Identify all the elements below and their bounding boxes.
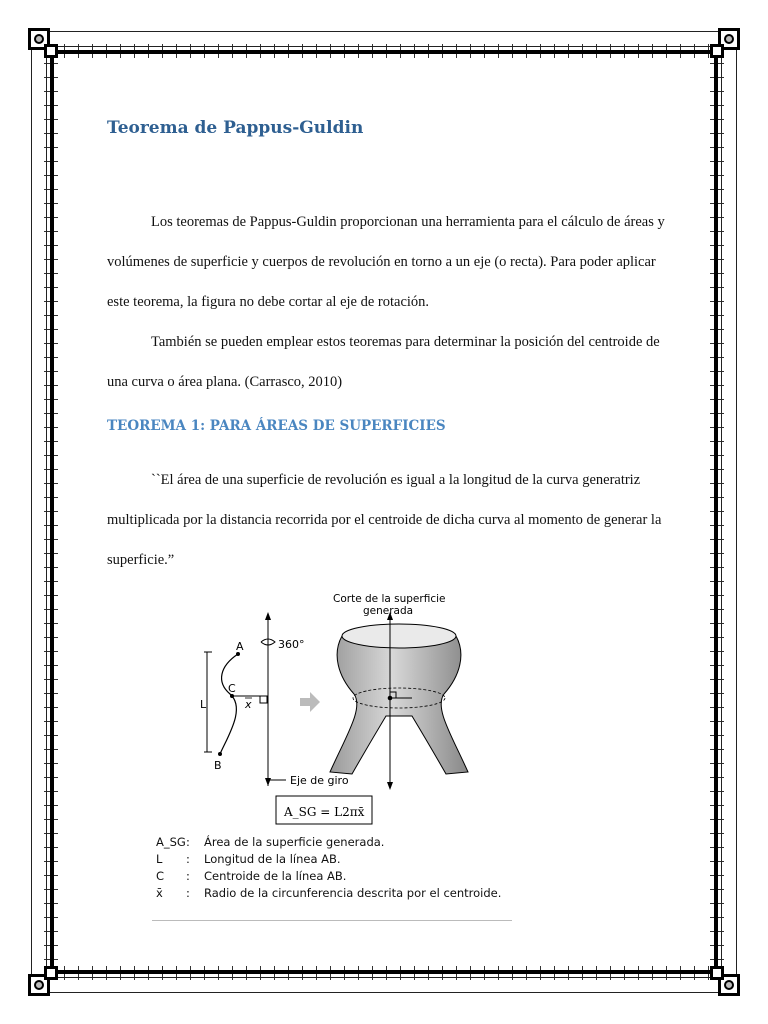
legend-description: Longitud de la línea AB. [204,852,341,866]
legend-row [156,868,516,885]
legend-symbol: A_SG [156,835,186,849]
axis-arrow-bottom [265,778,271,786]
axis-arrow-top [265,612,271,620]
legend-colon: : [186,869,190,883]
corner-ornament-top-right [706,28,740,62]
intro-paragraph: Los teoremas de Pappus-Guldin proporcionan una herramienta para el cálculo de áreas y volúmenes de superficie y cuerpos de revolución en torno a un eje (o recta). Para poder aplicar este teorema, la figura no debe cortar al eje de rotación. [107,214,665,310]
label-corte-1: Corte de la superficie [333,593,446,605]
legend-row [156,834,516,851]
figure-legend [156,834,516,902]
pappus-figure [150,586,520,836]
transform-arrow-icon [300,692,320,712]
legend-row [156,851,516,868]
legend-symbol: L [156,852,163,866]
label-eje-de-giro: Eje de giro [290,774,349,787]
legend-colon: : [186,852,190,866]
document-title: Teorema de Pappus-Guldin [107,118,364,138]
legend-description: Área de la superficie generada. [204,835,385,849]
label-b: B [214,759,222,772]
generatrix-curve [220,654,238,754]
section-heading: TEOREMA 1: PARA ÁREAS DE SUPERFICIES [107,418,446,434]
label-l: L [200,698,207,711]
theorem-quote: ``El área de una superficie de revolución es igual a la longitud de la curva generatriz multiplicada por la distancia recorrida por el centroide de dicha curva al momento de generar la superficie.” [107,472,662,568]
legend-description: Radio de la circunferencia descrita por el centroide. [204,886,502,900]
legend-colon: : [186,835,190,849]
label-c: C [228,682,236,695]
legend-description: Centroide de la línea AB. [204,869,347,883]
legend-symbol: x̄ [156,886,163,900]
corner-ornament-bottom-left [28,962,62,996]
legend-colon: : [186,886,190,900]
corner-ornament-top-left [28,28,62,62]
label-x-left: x [245,698,252,711]
label-corte-2: generada [363,605,414,617]
legend-symbol: C [156,869,165,883]
label-360: 360° [278,638,305,651]
corner-ornament-bottom-right [706,962,740,996]
legend-row [156,885,516,902]
legend-divider [152,920,512,921]
label-a: A [236,640,244,653]
surface-of-revolution [330,627,468,774]
formula: A_SG = L2πx̄ [284,805,365,819]
centroid-paragraph: También se pueden emplear estos teoremas para determinar la posición del centroide de una curva o área plana. (Carrasco, 2010) [107,334,660,390]
